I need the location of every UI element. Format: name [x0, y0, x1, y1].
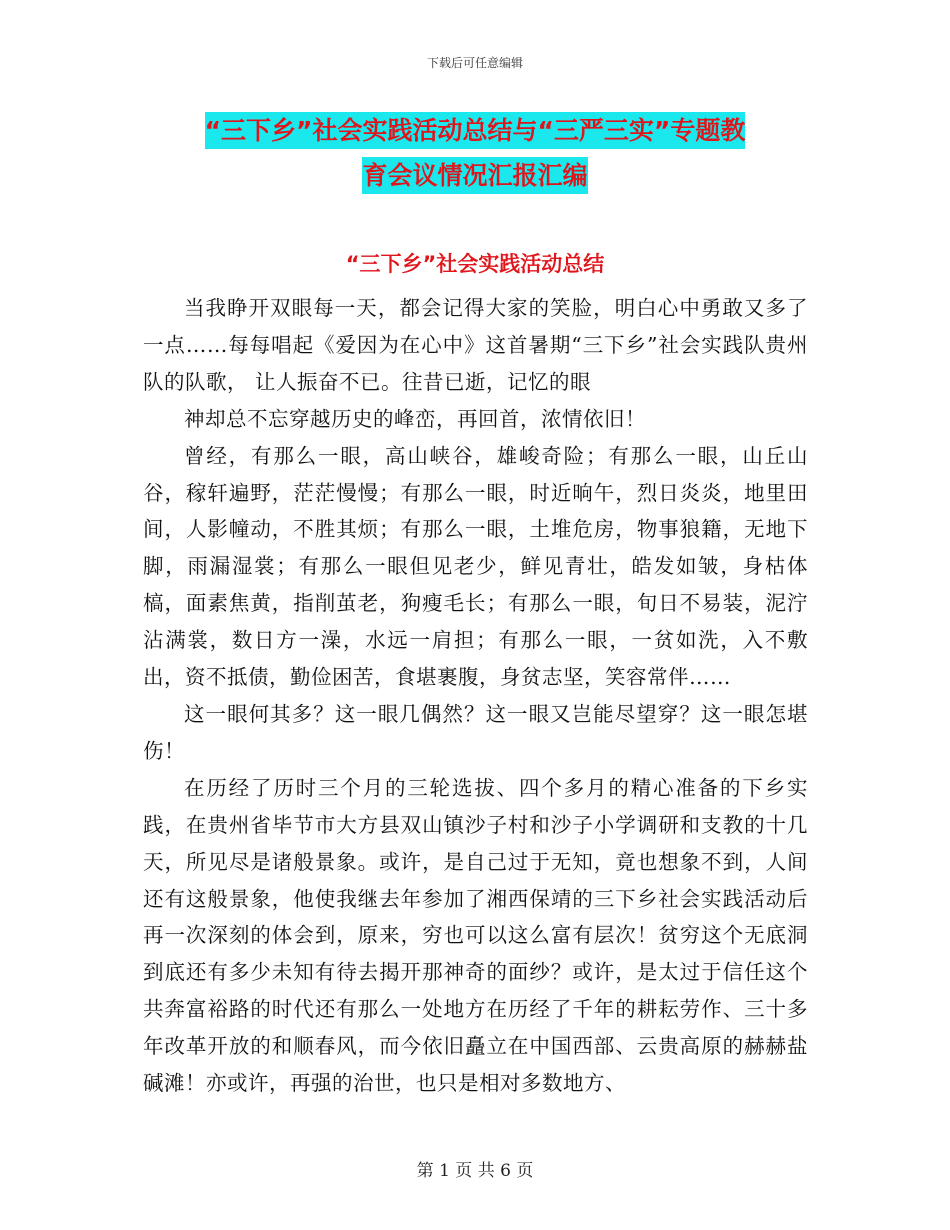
document-title-line-2: 育会议情况汇报汇编 [362, 157, 587, 194]
document-title [140, 108, 810, 198]
section-title: “三下乡”社会实践活动总结 [345, 252, 605, 276]
page-number-footer: 第 1 页 共 6 页 [416, 1161, 534, 1181]
paragraph: 曾经，有那么一眼，高山峡谷，雄峻奇险；有那么一眼，山丘山谷，稼轩遍野，茫茫慢慢；有那么一眼，时近晌午，烈日炎炎，地里田间，人影幢动，不胜其烦；有那么一眼，土堆危房，物事狼籍，无地下脚，雨漏湿裳；有那么一眼但见老少，鲜见青壮，皓发如皱，身枯体槁，面素焦黄，指削茧老，狗瘦毛长；有那么一眼，旬日不易装，泥泞沾满裳，数日方一澡，水远一肩担；有那么一眼，一贫如洗，入不敷出，资不抵债，勤俭困苦，食堪裹腹，身贫志坚，笑容常伴…… [143, 443, 808, 690]
document-title-line-1: “三下乡”社会实践活动总结与“三严三实”专题教 [205, 112, 746, 149]
page-header-note: 下载后可任意编辑 [426, 56, 523, 70]
paragraph: 当我睁开双眼每一天，都会记得大家的笑脸，明白心中勇敢又多了一点……每每唱起《爱因为在心中》这首暑期“三下乡”社会实践队贵州队的队歌， 让人振奋不已。往昔已逝，记忆的眼 [143, 296, 808, 394]
document-body [143, 290, 808, 1102]
paragraph: 神却总不忘穿越历史的峰峦，再回首，浓情依旧！ [184, 406, 646, 431]
paragraph: 在历经了历时三个月的三轮选拔、四个多月的精心准备的下乡实践，在贵州省毕节市大方县双山镇沙子村和沙子小学调研和支教的十几天，所见尽是诸般景象。或许，是自己过于无知，竟也想象不到，人间还有这般景象，他使我继去年参加了湘西保靖的三下乡社会实践活动后再一次深刻的体会到，原来，穷也可以这么富有层次！贫穷这个无底洞到底还有多少未知有待去揭开那神奇的面纱？或许，是太过于信任这个共奔富裕路的时代还有那么一处地方在历经了千年的耕耘劳作、三十多年改革开放的和顺春风，而今依旧矗立在中国西部、云贵高原的赫赫盐碱滩！亦或许，再强的治世，也只是相对多数地方、 [143, 775, 808, 1096]
paragraph: 这一眼何其多？这一眼几偶然？这一眼又岂能尽望穿？这一眼怎堪伤！ [143, 701, 808, 763]
